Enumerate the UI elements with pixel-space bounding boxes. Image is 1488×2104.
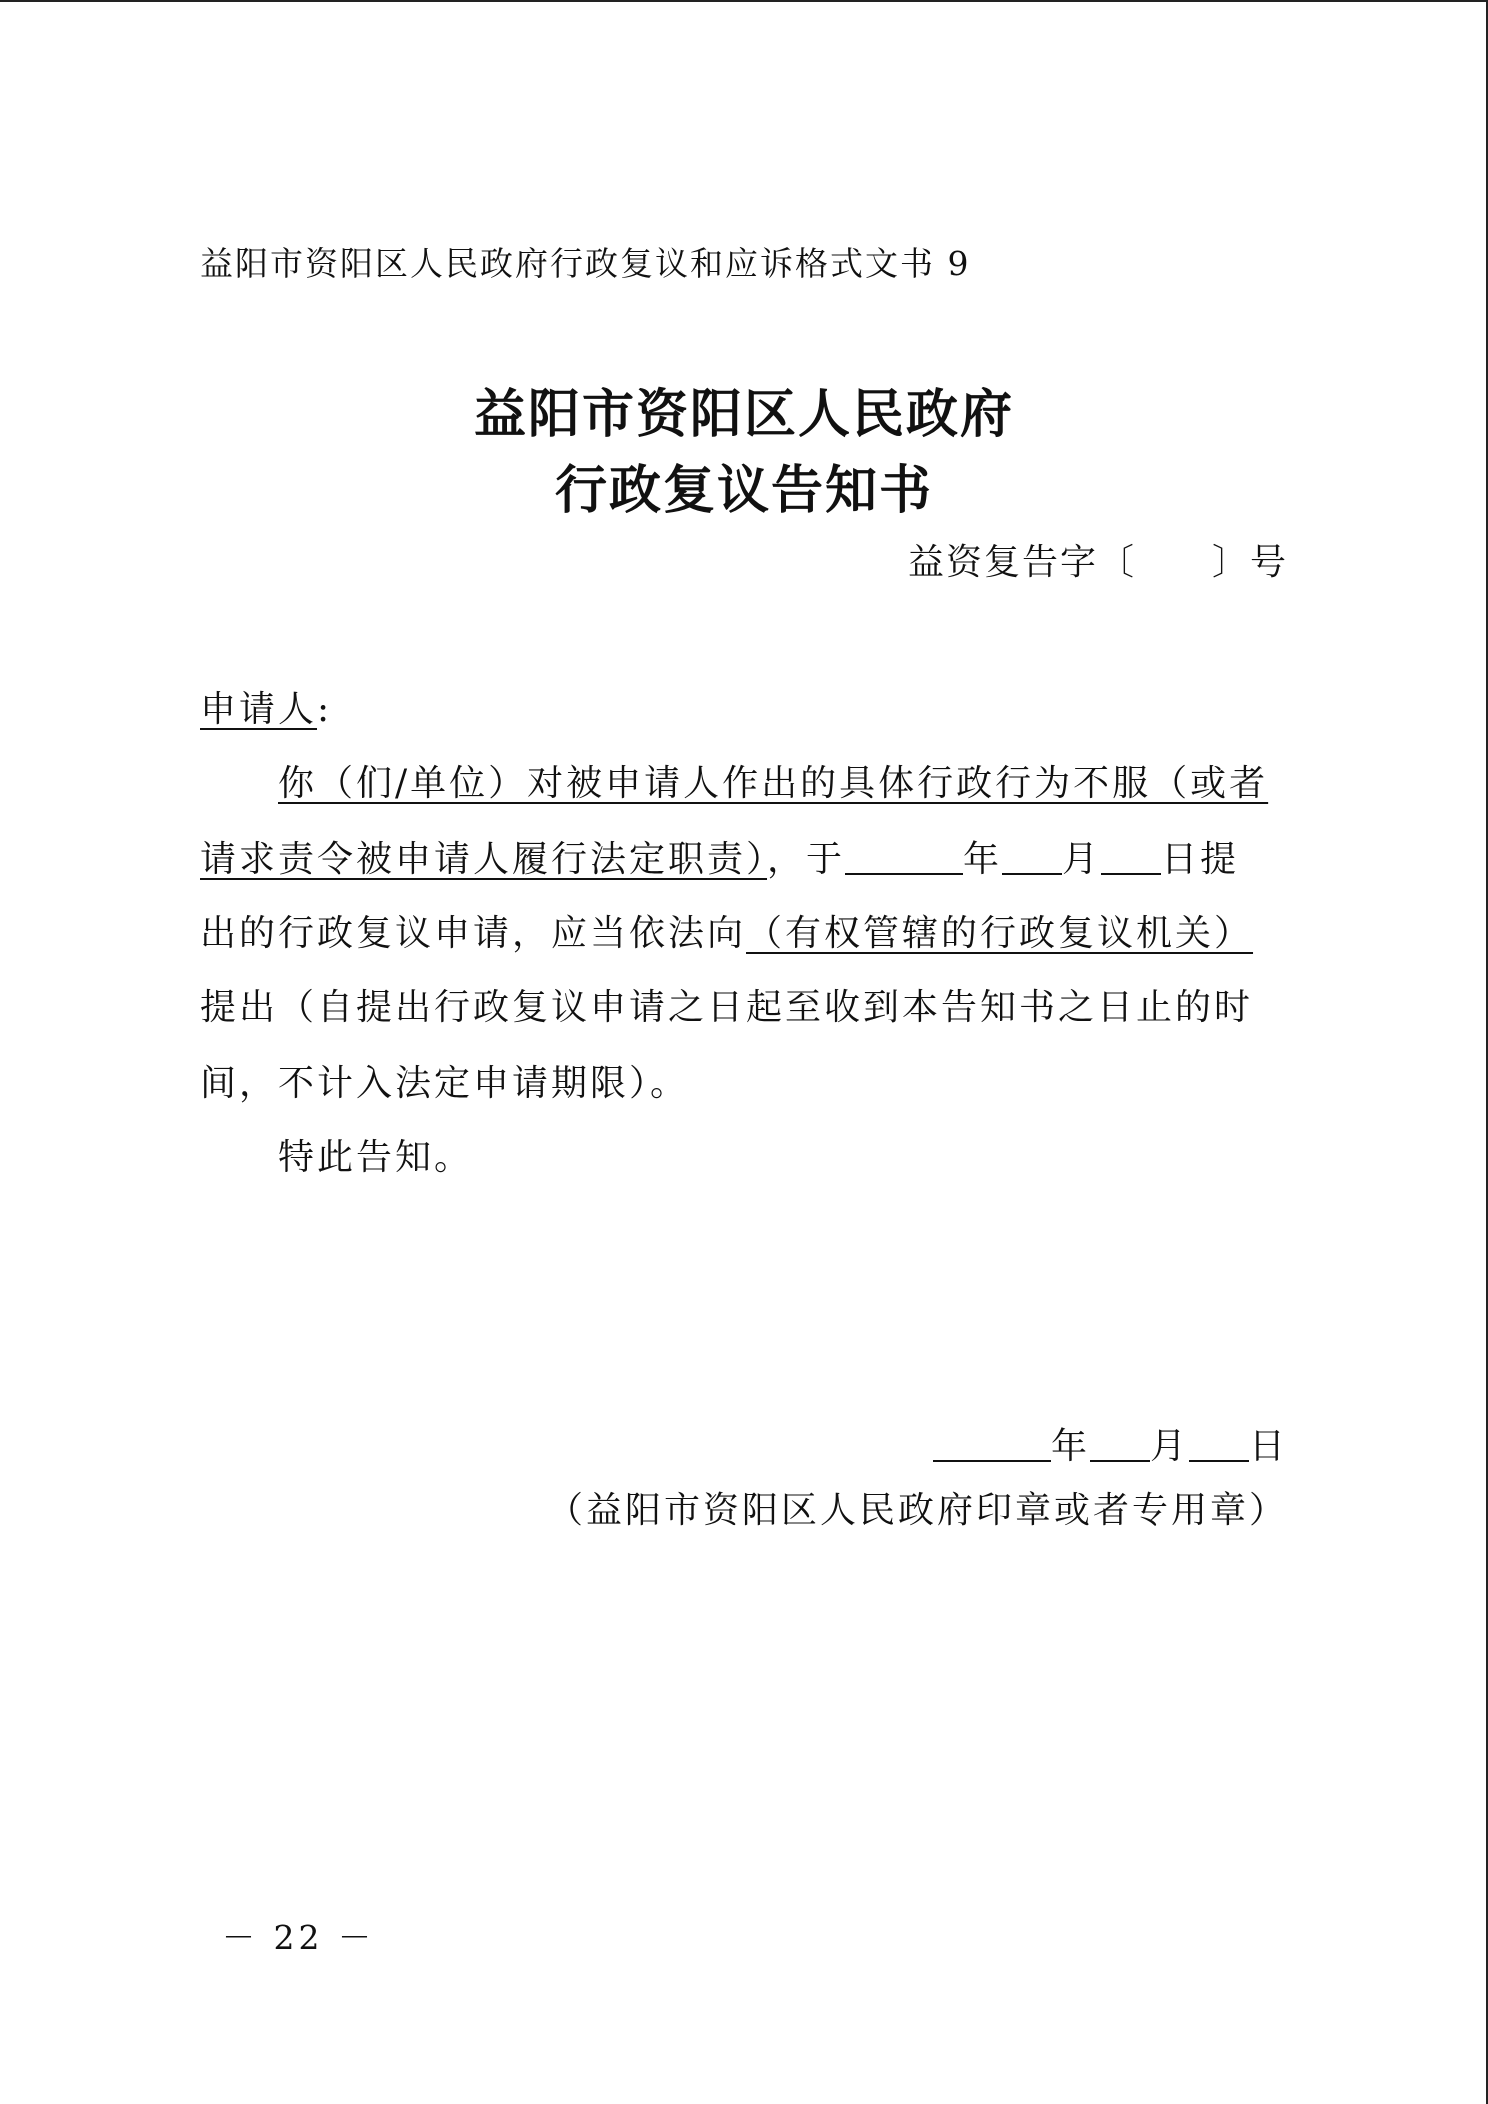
paragraph-text: 提出（自提出行政复议申请之日起至收到本告知书之日止的时 [200, 987, 1254, 1028]
signature-month-blank [1090, 1420, 1150, 1462]
document-title-line-1: 益阳市资阳区人民政府 [473, 384, 1014, 445]
applicant-label: 申请人 [200, 689, 318, 730]
page-number: － 22 － [222, 1918, 375, 1957]
seal-note: （益阳市资阳区人民政府印章或者专用章） [546, 1490, 1288, 1531]
closing-text: 特此告知。 [278, 1137, 474, 1178]
month-label: 月 [1062, 839, 1102, 880]
paragraph-line-1 [200, 754, 1368, 814]
year-label: 年 [963, 839, 1003, 880]
day-blank [1101, 833, 1161, 875]
paragraph-text: 请求责令被申请人履行法定职责） [200, 839, 768, 880]
signature-day-label: 日 [1248, 1426, 1288, 1467]
paragraph-text: 你（们/单位）对被申请人作出的具体行政行为不服（或者 [278, 763, 1269, 804]
month-blank [1002, 833, 1062, 875]
signature-year-blank [933, 1420, 1051, 1462]
document-title-line-2: 行政复议告知书 [554, 460, 933, 521]
paragraph-line-3 [200, 904, 1290, 964]
day-label: 日提 [1161, 839, 1240, 880]
paragraph-text: 间，不计入法定申请期限）。 [200, 1063, 690, 1104]
document-number: 益资复告字〔 〕号 [907, 542, 1288, 583]
applicant-colon: : [317, 689, 333, 730]
signature-month-label: 月 [1149, 1426, 1189, 1467]
review-authority-placeholder: （有权管辖的行政复议机关） [746, 913, 1254, 954]
signature-day-blank [1189, 1420, 1249, 1462]
year-blank [845, 833, 963, 875]
closing-line [200, 1128, 1368, 1188]
paragraph-text: 出的行政复议申请，应当依法向 [200, 913, 747, 954]
signature-year-label: 年 [1050, 1426, 1090, 1467]
paragraph-text: ，于 [767, 839, 846, 880]
top-border [0, 0, 1488, 2]
form-header: 益阳市资阳区人民政府行政复议和应诉格式文书 9 [200, 244, 971, 283]
applicant-line [200, 680, 1290, 740]
paragraph-line-4 [200, 978, 1290, 1038]
signature-date [933, 1418, 1288, 1469]
paragraph-line-5 [200, 1054, 1290, 1114]
paragraph-line-2 [200, 830, 1290, 890]
